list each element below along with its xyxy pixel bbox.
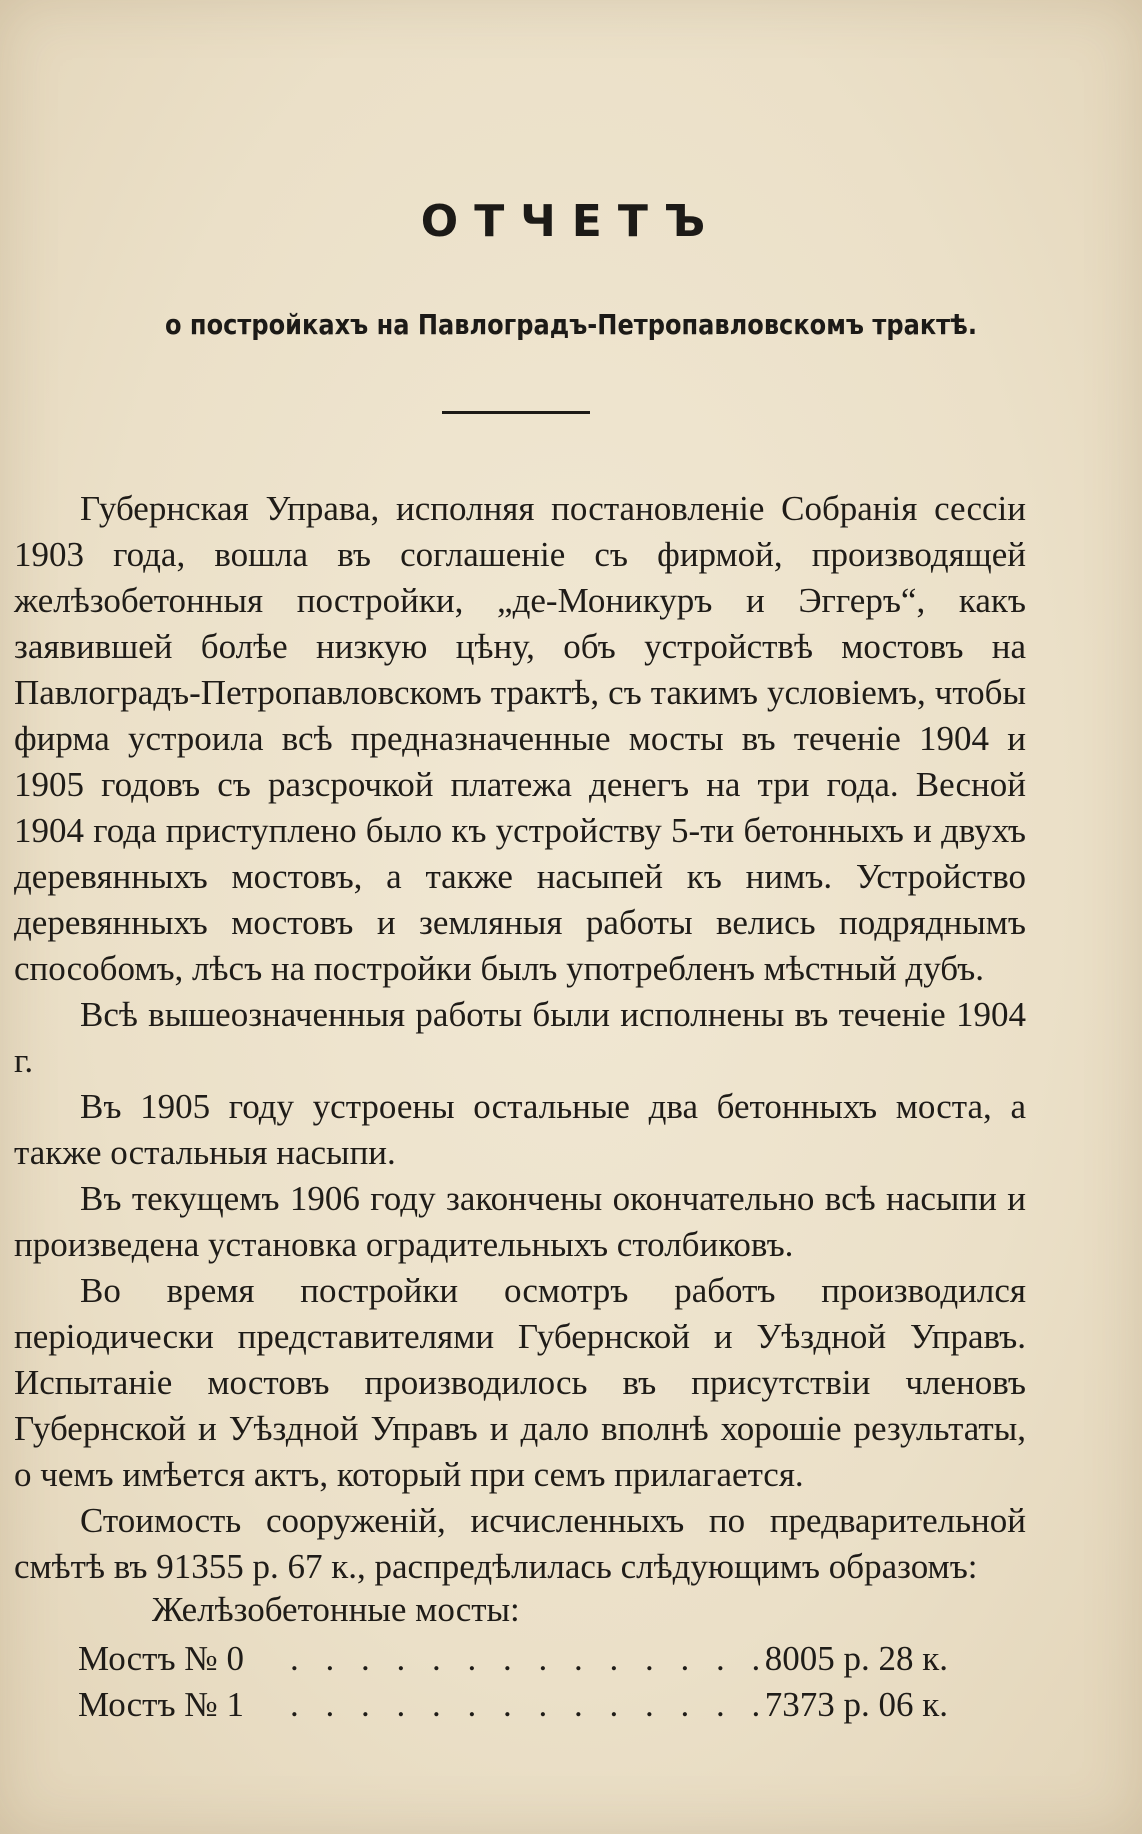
paragraph-1904: Всѣ вышеозначенныя работы были исполнены въ теченіе 1904 г. — [14, 995, 1026, 1080]
item-label: Мостъ № 0 — [78, 1639, 244, 1678]
paragraph-1905: Въ 1905 году устроены остальные два бетонныхъ моста, а также остальныя насыпи. — [14, 1087, 1026, 1172]
report-body — [14, 486, 1026, 1590]
title-divider — [442, 411, 590, 414]
list-item — [78, 1639, 948, 1685]
paragraph-inspection: Во время постройки осмотръ работъ производился періодически представителями Губернской и Уѣздной Управъ. Испытаніе мостовъ производилось въ присутствіи членовъ Губернской и Уѣздной Управъ и дало вполнѣ хорошіе результаты, о чемъ имѣется актъ, который при семъ прилагается. — [14, 1271, 1026, 1494]
paragraph-intro: Губернская Управа, исполняя постановленіе Собранія сессіи 1903 года, вошла въ соглашеніе съ фирмой, производящей желѣзобетонныя постройки, „де-Моникуръ и Эггеръ“, какъ заявившей болѣе низкую цѣну, объ устройствѣ мостовъ на Павлоградъ-Петропавловскомъ трактѣ, съ такимъ условіемъ, чтобы фирма устроила всѣ предназначенные мосты въ теченіе 1904 и 1905 годовъ съ разсрочкой платежа денегъ на три года. Весной 1904 года приступлено было къ устройству 5-ти бетонныхъ и двухъ деревянныхъ мостовъ, а также насыпей къ нимъ. Устройство деревянныхъ мостовъ и земляныя работы велись подряднымъ способомъ, лѣсъ на постройки былъ употребленъ мѣстный дубъ. — [14, 489, 1026, 988]
report-title: ОТЧЕТЪ — [420, 196, 722, 247]
item-label: Мостъ № 1 — [78, 1685, 244, 1724]
item-leader-dots: . . . . . . . . . . . . . . — [290, 1639, 770, 1678]
paragraph-1906: Въ текущемъ 1906 году закончены окончательно всѣ насыпи и произведена установка оградительныхъ столбиковъ. — [14, 1179, 1026, 1264]
report-subtitle: о постройкахъ на Павлоградъ-Петропавловскомъ трактѣ. — [164, 308, 977, 341]
list-item — [78, 1685, 948, 1731]
paragraph-cost: Стоимость сооруженій, исчисленныхъ по предварительной смѣтѣ въ 91355 р. 67 к., распредѣлилась слѣдующимъ образомъ: — [14, 1501, 1026, 1586]
item-amount: 7373 р. 06 к. — [764, 1685, 948, 1724]
item-amount: 8005 р. 28 к. — [764, 1639, 948, 1678]
list-heading: Желѣзобетонные мосты: — [152, 1590, 520, 1629]
item-leader-dots: . . . . . . . . . . . . . . — [290, 1685, 770, 1724]
